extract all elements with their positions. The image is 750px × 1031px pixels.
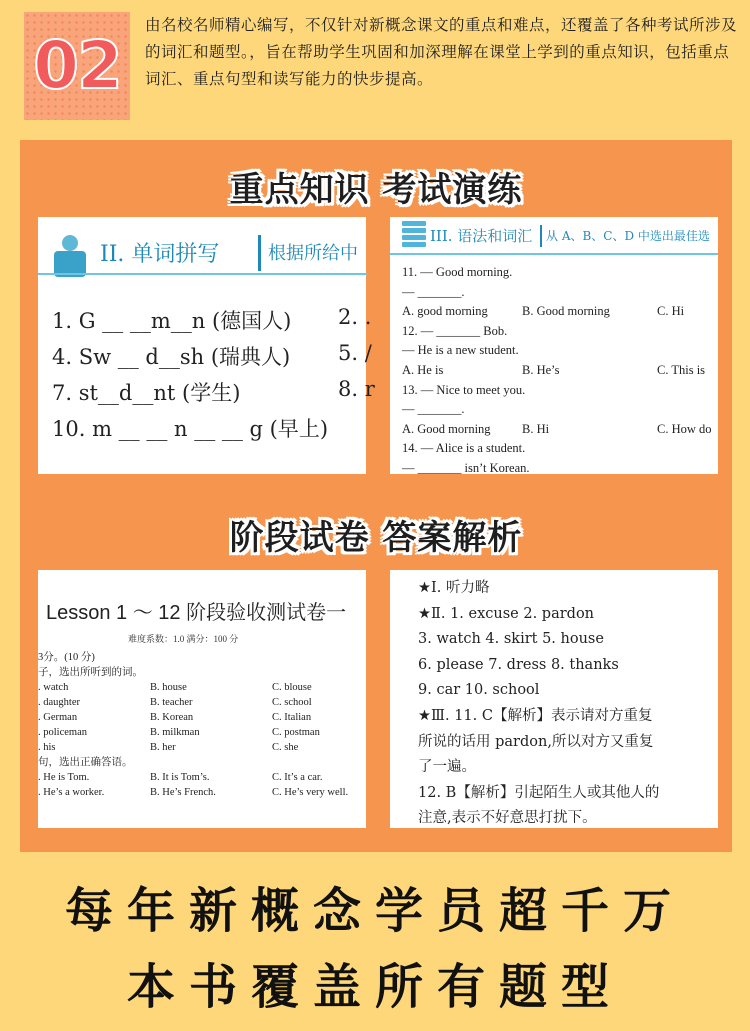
section-heading-knowledge: 重点知识 考试演练 xyxy=(229,170,523,210)
list-item: 3. watch 4. skirt 5. house xyxy=(418,631,604,648)
list-item: — _______. xyxy=(402,284,465,299)
intro-text: 由名校名师精心编写，不仅针对新概念课文的重点和难点，还覆盖了各种考试所涉及的词汇和题型。，旨在帮助学生巩固和加深理解在课堂上学到的重点知识，包括重点词汇、重点句型和读写能力的快步提高。 xyxy=(145,16,738,88)
list-item: 句，选出正确答语。 xyxy=(38,757,133,768)
list-item: 10. m __ __ n __ __ g (早上) xyxy=(52,417,329,441)
spelling-header xyxy=(38,227,378,287)
list-item: — _______. xyxy=(402,402,465,417)
slogan-line-2: 本书覆盖所有题型 xyxy=(126,959,623,1015)
list-item: . his B. her C. she xyxy=(38,742,299,753)
list-item: — _______ isn’t Korean. xyxy=(402,460,530,475)
list-item: . German B. Korean C. Italian xyxy=(38,712,312,723)
grammar-exercise-card xyxy=(390,217,718,474)
list-item: 子，选出所听到的词。 xyxy=(38,667,143,678)
list-item: A. good morning B. Good morning C. Hi xyxy=(402,304,685,319)
list-item: 4. Sw __ d__sh (瑞典人) 5. / xyxy=(52,341,372,369)
grammar-instruction: 从 A、B、C、D 中选出最佳选 xyxy=(546,229,710,243)
list-item: 12. — _______ Bob. xyxy=(402,323,508,338)
list-item: 注意,表示不好意思打扰下。 xyxy=(418,810,597,827)
list-item: A. Good morning B. Hi C. How do xyxy=(402,421,712,436)
list-item: . watch B. house C. blouse xyxy=(38,682,312,693)
list-item: . daughter B. teacher C. school xyxy=(38,697,312,708)
list-item: 6. please 7. dress 8. thanks xyxy=(418,656,619,673)
list-item: 14. — Alice is a student. xyxy=(402,441,526,456)
section-heading-tests: 阶段试卷 答案解析 xyxy=(229,518,523,558)
list-item: 1. G __ __m__n (德国人) 2. . xyxy=(52,305,372,333)
spelling-rows xyxy=(52,305,375,449)
list-item: ★Ⅲ. 11. C【解析】表示请对方重复 xyxy=(418,707,653,724)
test-paper-title: Lesson 1 ～ 12 阶段验收测试卷一 xyxy=(46,602,347,624)
list-item: 所说的话用 pardon,所以对方又重复 xyxy=(418,733,654,750)
list-item: 11. — Good morning. xyxy=(402,265,513,279)
list-item: 9. car 10. school xyxy=(418,682,540,699)
grammar-header xyxy=(390,217,718,257)
slogan-line-1: 每年新概念学员超千万 xyxy=(64,883,685,939)
list-item: 3分。(10 分) xyxy=(38,652,95,663)
list-item: . He’s a worker. B. He’s French. C. He’s very well. xyxy=(38,787,349,798)
grammar-title: III. 语法和词汇 xyxy=(430,227,533,245)
test-paper-subtitle: 难度系数：1.0 满分：100 分 xyxy=(128,634,239,644)
list-item: 13. — Nice to meet you. xyxy=(402,382,526,397)
list-item: . He is Tom. B. It is Tom’s. C. It’s a car. xyxy=(38,772,323,783)
header-underline xyxy=(38,273,368,275)
list-item: . policeman B. milkman C. postman xyxy=(38,727,320,738)
section-number-badge xyxy=(24,12,130,120)
answer-key-card xyxy=(390,570,718,828)
spelling-instruction: 根据所给中 xyxy=(268,243,358,264)
list-item: 12. B【解析】引起陌生人或其他人的 xyxy=(418,784,660,801)
list-item: 7. st__d__nt (学生) 8. r xyxy=(52,377,375,405)
answer-key-lines xyxy=(418,576,659,832)
test-paper-card xyxy=(38,570,366,828)
list-item: — He is a new student. xyxy=(402,343,519,358)
spelling-title: II. 单词拼写 xyxy=(100,242,220,267)
header-underline xyxy=(390,253,718,255)
grammar-questions xyxy=(402,263,712,479)
list-item: ★Ⅱ. 1. excuse 2. pardon xyxy=(418,605,595,622)
spelling-exercise-card xyxy=(38,217,375,474)
books-icon xyxy=(402,221,426,249)
list-item: A. He is B. He’s C. This is xyxy=(402,362,706,377)
content-panel xyxy=(20,140,732,852)
header-divider xyxy=(258,235,261,271)
list-item: 了一遍。 xyxy=(418,759,476,776)
list-item: ★Ⅰ. 听力略 xyxy=(418,580,490,596)
test-paper-lines xyxy=(38,650,349,800)
header-divider xyxy=(540,225,542,247)
badge-number: 02 xyxy=(33,27,121,104)
